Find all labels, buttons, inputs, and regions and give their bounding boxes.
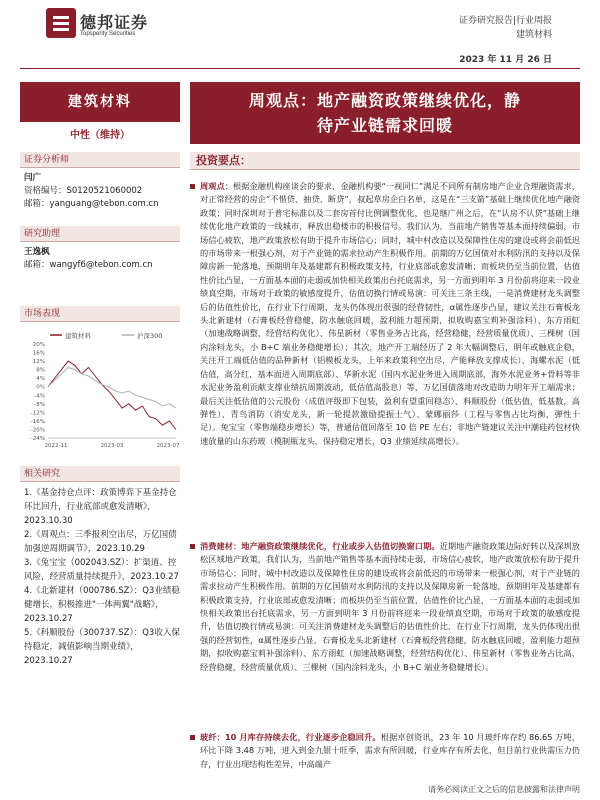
y-tick-label: 16% — [32, 350, 45, 357]
y-tick-label: 12% — [32, 359, 45, 366]
logo-english: Topsperity Securities — [80, 31, 136, 37]
bullet-icon — [190, 735, 195, 740]
related-research-title: 相关研究 — [20, 466, 180, 482]
market-performance-chart — [20, 328, 180, 458]
x-tick-label: 2023-03 — [100, 443, 124, 449]
y-tick-label: 8% — [36, 367, 45, 374]
series-line-沪深300 — [48, 368, 176, 409]
report-industry: 建筑材料 — [515, 30, 552, 40]
assistant-info — [24, 246, 180, 272]
assistant-section-title: 研究助理 — [20, 226, 180, 242]
sector-label: 建筑材料 — [20, 82, 180, 122]
related-item[interactable]: 3.《兔宝宝（002043.SZ）：扩渠道、控风险，经营质量持续提升》，2023.10.27 — [24, 558, 179, 582]
rating: 中性（维持） — [70, 130, 130, 141]
analyst-info — [24, 172, 180, 211]
logo-name: 德邦证券 — [80, 13, 149, 32]
title-line-1: 周观点：地产融资政策继续优化，静 — [248, 91, 521, 110]
bullet-icon — [190, 544, 195, 549]
analyst-cert: 资格编号：S0120521060002 — [24, 186, 143, 196]
related-item[interactable]: 2.《周观点：三季报利空出尽，万亿国债加强逆周期调节》，2023.10.29 — [24, 530, 177, 554]
investment-points-title: 投资要点： — [190, 152, 580, 170]
series-line-建筑材料 — [48, 361, 176, 429]
bullet-icon — [190, 184, 195, 189]
y-tick-label: -20% — [30, 427, 45, 434]
header-divider — [20, 68, 580, 69]
consumer-materials-paragraph — [190, 540, 580, 674]
y-tick-label: -8% — [34, 401, 45, 408]
analyst-name: 闫广 — [24, 173, 42, 183]
y-tick-label: -12% — [30, 410, 45, 417]
y-tick-label: -16% — [30, 418, 45, 425]
assistant-email[interactable]: 邮箱：wangyf6@tebon.com.cn — [24, 260, 153, 270]
y-tick-label: 4% — [36, 376, 45, 383]
title-line-2: 待产业链需求回暖 — [316, 116, 453, 135]
x-tick-label: 2023-07 — [156, 443, 180, 449]
related-research-list — [24, 486, 180, 668]
legend-label: 沪深300 — [137, 332, 163, 340]
paragraph-lead: 消费建材：地产融资政策继续优化，行业或步入估值切换窗口期。 — [200, 541, 440, 551]
report-meta — [459, 14, 552, 42]
y-tick-label: 20% — [32, 342, 45, 348]
market-performance-title: 市场表现 — [20, 306, 180, 322]
y-tick-label: 0% — [36, 384, 45, 391]
assistant-name: 王逸枫 — [24, 247, 50, 257]
glass-fiber-paragraph — [190, 731, 580, 771]
logo-mark — [46, 8, 76, 38]
analyst-email[interactable]: 邮箱：yanguang@tebon.com.cn — [24, 199, 159, 209]
footer-disclaimer: 请务必阅读正文之后的信息披露和法律声明 — [428, 785, 580, 794]
y-tick-label: -24% — [30, 436, 45, 442]
legend-label: 建筑材料 — [65, 332, 91, 340]
paragraph-text: 根据金融机构座谈会的要求，金融机构要“一视同仁”满足不同所有制房地产企业合理融资需求，对正常经营的房企“不惜贷、抽贷、断贷”，叔起草房企白名单，这是在“三支箭”基础上继续优化地产融资政策；同时深圳对于普宅标准以及二套房首付比例调整优化，也是继广州之后，在“认房不认贷”基础上继续优化地产政策的一线城市，释放出稳楼市的积极信号。我们认为，当前地产销售等基本面持续偏弱，市场信心疲软，地产政策放松有助于提升市场信心；同时，城中村改造以及保障性住房的建设或将会前低迟的市场带来一根强心剂，对于产业链的需求拉动产生积极作用。前期的万亿国债对水利防汛的支持以及保障房新一轮落地，预期明年及基建都有积极政策支持，行业底部或愈发清晰；而板块仍至当前位置，估值性价比凸显，一方面基本面的走弱或加快相关政策出台托底需求，另一方面到明年 3 月份前将迎来一段业绩真空期，市场对于政策的敏感度提升，估值切换行情或易演：可关注三条主线，一是消费建材龙头调整后的估值性价比，在行业下行周期，龙头仍体现出很强的经营韧性，α属性逐步凸显，建议关注石膏板龙头北新建材（石膏板经营稳健，防水触底回暖，盈利能力超预期，拟收购嘉宝莉补强涂料）、东方雨虹（加速战略调整，经营结构优化）、伟星新材（零售业务占比高，经营稳健，经营质量优质）、三棵树（国内涂料龙头，小 B+C 端业务稳健增长）；其次，地产开工端经历了 2 年大幅调整后，明年或触底企稳，关注开工端低估值的品种新材（铝模板龙头，上年来政策利空出尽，产能释放支撑成长）、海螺水泥（低估值，高分红，基本面进入周期底部）、华新水泥（国内水泥业务进入周期底部，海外水泥业务+骨料等非水泥业务盈利贡献支撑业绩抗周期波动，低估值高股息）等，万亿国债落地对改造助力明年开工端需求；最后关注低估值的公元股份（成值评级即下包装，盈利有望重回稳态）、科顺股份（低估值，低基数，高弹性）、青鸟消防（消安龙头，新一轮提款激励提振士气）、蒙娜丽莎（工程与零售占比均衡，弹性十足）。兔宝宝（零售端稳步增长）等，普通估值回落至 10 倍 PE 左右；非地产链建议关注中潮硅药包材快速放量的山东药玻（模制瓶龙头，保持稳定增长，Q3 业绩延续高增长）。 — [200, 181, 580, 446]
related-item[interactable]: 1.《基金持仓点评：政策博弈下基金持仓环比回升，行业底部或愈发清晰》，2023.10.30 — [24, 488, 177, 526]
report-header — [0, 0, 600, 82]
report-type: 证券研究报告|行业周报 — [458, 16, 552, 26]
weekly-view-paragraph — [190, 180, 580, 448]
related-item[interactable]: 5.《科顺股份（300737.SZ）：Q3收入保持稳定，减值影响当期业绩》，2023.10.27 — [24, 628, 180, 666]
report-title — [190, 82, 580, 144]
paragraph-text: 根据卓创资讯，23 年 10 月玻纤库存约 86.65 万吨，环比下降 3.48 万吨，进入到金九银十旺季，需求有所回暖，行业库存有所去化，但目前行业供需压力仍存，行业出现结构性差异，中高端产 — [200, 732, 581, 769]
paragraph-lead: 玻纤：10 月库存持续去化，行业逐步企稳回升。 — [200, 732, 381, 742]
report-date: 2023 年 11 月 26 日 — [459, 55, 552, 65]
paragraph-lead: 周观点： — [200, 181, 234, 191]
x-tick-label: 2022-11 — [44, 443, 68, 449]
paragraph-text: 近期地产融资政策边际好转以及深圳放松区域地产政策，我们认为，当前地产销售等基本面持续走弱，市场信心疲软，地产政策放松有助于提升市场信心；同时，城中村改造以及保障性住房的建设或将会前低迟的市场带来一根强心剂，对于产业链的需求拉动产生积极作用。前期的万亿国债对水利防汛的支持以及保障房新一轮落地，预期明年及基建都有积极政策支持，行业底部或愈发清晰；而板块仍至当前位置，估值性价比凸显，一方面基本面的走弱或加快相关政策出台托底需求，另一方面到明年 3 月份前将迎来一段业绩真空期，市场对于政策的敏感度提升，估值切换行情或易演：可关注消费建材龙头调整后的估值性价比，在行业下行周期，龙头仍体现出很强的经营韧性，α属性逐步凸显，石膏板龙头北新建材（石膏板经营稳健，防水触底回暖，盈利能力超预期，拟收购嘉宝莉补强涂料）、东方雨虹（加速战略调整，经营结构优化）、伟星新材（零售业务占比高，经营稳健，经营质量优质）、三棵树（国内涂料龙头，小 B+C 端业务稳健增长）。 — [200, 541, 580, 672]
related-item[interactable]: 4.《北新建材（000786.SZ）：Q3业绩稳健增长，积极推进"一体两翼"战略》，2023.10.27 — [24, 586, 180, 624]
y-tick-label: -4% — [34, 393, 45, 400]
analyst-section-title: 证券分析师 — [20, 152, 180, 168]
